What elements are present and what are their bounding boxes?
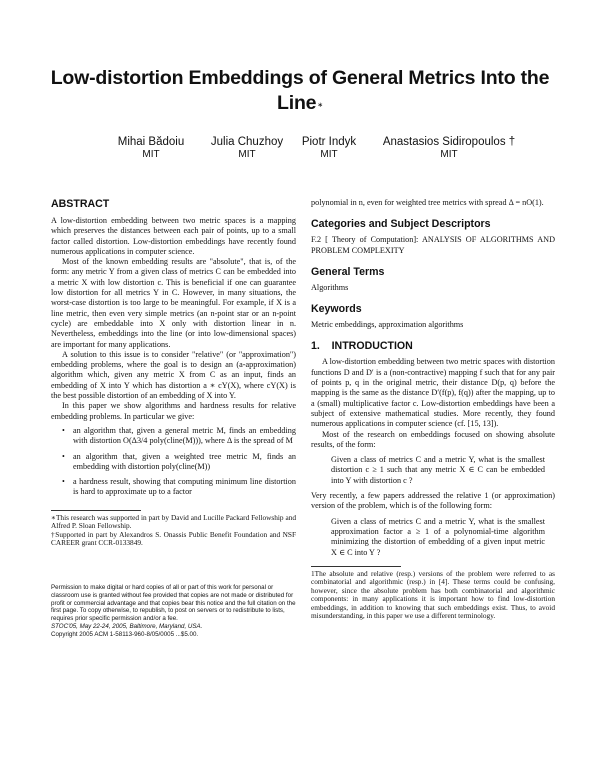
right-column (311, 198, 555, 621)
left-column (51, 198, 296, 639)
intro-paragraph: Very recently, a few papers addressed the relative 1 (or approximation) version of the problem, which is of the following form: (311, 491, 555, 511)
abstract-continuation: polynomial in n, even for weighted tree metrics with spread Δ = nO(1). (311, 198, 544, 207)
venue-text: STOC'05, May 22-24, 2005, Baltimore, Maryland, USA. (51, 623, 203, 631)
list-item (62, 425, 296, 447)
keywords-heading: Keywords (311, 303, 362, 316)
list-item-text: a hardness result, showing that computing minimum line distortion is hard to approximate up to a factor (73, 477, 296, 497)
intro-paragraph: A low-distortion embedding between two metric spaces with distortion functions D and D′ is a (non-contractive) mapping f such that for any pair of points p, q in the original metric, their distance D(p, q) before the mapping is the same as the distance D′(f(p), f(q)) after the mapping, up to a (small) multiplicative factor c. Low-distortion embeddings have been a subject of extensive mathematical studies. More recently, they found numerous applications in computer science (cf. [15, 13]). (311, 357, 555, 429)
footnote-rule (51, 510, 141, 511)
list-item (62, 451, 296, 473)
author-name: Anastasios Sidiropoulos † (382, 136, 516, 148)
footnote: ∗This research was supported in part by David and Lucille Packard Fellowship and Alfred P. Sloan Fellowship. (51, 512, 296, 531)
bullet-icon: • (62, 425, 65, 435)
title-footnote-mark: ∗ (317, 102, 323, 109)
author-name: Mihai Bădoiu (117, 136, 185, 148)
list-item (62, 477, 296, 498)
abstract-paragraph: A low-distortion embedding between two metric spaces is a mapping which preserves the distances between each pair of points, up to a small factor called distortion. Low-distortion embeddings have recently found numerous applications in computer science. (51, 216, 296, 256)
copyright-text: Copyright 2005 ACM 1-58113-960-8/05/0005 ...$5.00. (51, 631, 199, 639)
bullet-icon: • (62, 477, 65, 487)
general-terms-heading: General Terms (311, 265, 385, 278)
author-3 (274, 136, 384, 161)
author-affiliation: MIT (320, 149, 338, 160)
footnote: †Supported in part by Alexandros S. Onassis Public Benefit Foundation and NSF CAREER grant CCR-0133849. (51, 529, 296, 548)
author-affiliation: MIT (238, 149, 256, 160)
introduction-heading: 1. INTRODUCTION (311, 340, 413, 353)
intro-quote: Given a class of metrics C and a metric Y, what is the smallest distortion c ≥ 1 such that any metric X ∈ C can be embedded into Y with distortion c ? (331, 455, 545, 485)
title-text: Low-distortion Embeddings of General Metrics Into the Line (50, 67, 550, 114)
intro-quote: Given a class of metrics C and a metric Y, what is the smallest approximation factor a ≥ 1 of a polynomial-time algorithm minimizing the distortion of embedding of a given input metric X ∈ C into Y ? (331, 516, 545, 557)
abstract-heading: ABSTRACT (51, 198, 110, 210)
categories-heading: Categories and Subject Descriptors (311, 218, 491, 231)
general-terms-text: Algorithms (311, 282, 349, 292)
list-item-text: an algorithm that, given a general metric M, finds an embedding with distortion O(Δ3/4 poly(cline(M))), where Δ is the spread of M (73, 425, 296, 446)
paper-title (40, 66, 560, 116)
keywords-text: Metric embeddings, approximation algorithms (311, 320, 464, 330)
abstract-paragraph: In this paper we show algorithms and hardness results for relative embedding problems. In particular we give: (51, 401, 296, 421)
right-footnote (311, 566, 555, 621)
abstract-results-list (51, 426, 296, 498)
author-affiliation: MIT (440, 149, 458, 160)
author-4 (379, 136, 519, 161)
abstract-paragraph: Most of the known embedding results are "absolute", that is, of the form: any metric Y from a given class of metrics C can be embedded into a metric X with low distortion c. This is beneficial if one can guarantee low distortion for all metrics Y in C. However, in many situations, the worst-case distortion is too large to be meaningful. For example, if X is a line metric, then even very simple metrics (an n-point star or an n-point cycle) are embeddable into X only with distortion linear in n. Nevertheless, embeddings into the line (or into low-dimensional spaces) are important for many applications. (51, 257, 296, 349)
footnote: 1The absolute and relative (resp.) versions of the problem were referred to as combinatorial and algorithmic (resp.) in [4]. These terms could be confusing, however, since the absolute problem has both combinatorial and algorithmic components: in many applications it is important how to find low-distortion embeddings, in addition to knowing that such embeddings exist. Thus, to avoid misunderstanding, in this paper we use a different terminology. (311, 568, 555, 621)
permission-block (51, 584, 296, 639)
categories-text: F.2 [ Theory of Computation]: ANALYSIS OF ALGORITHMS AND PROBLEM COMPLEXITY (311, 235, 555, 255)
left-footnotes (51, 510, 296, 548)
abstract-paragraph: A solution to this issue is to consider "relative" (or "approximation") embedding problems, where the goal is to design an (a-approximation) algorithm which, given any metric X from C as an input, finds an embedding of X into Y which has distortion a ∗ cY(X), where cY(X) is the best possible distortion of an embedding of X into Y. (51, 349, 296, 401)
intro-paragraph: Most of the research on embeddings focused on showing absolute results, of the form: (311, 429, 555, 449)
author-name: Piotr Indyk (301, 136, 357, 148)
author-1 (96, 136, 206, 161)
footnote-rule (311, 566, 401, 567)
bullet-icon: • (62, 451, 65, 461)
permission-text: Permission to make digital or hard copies of all or part of this work for personal or classroom use is granted without fee provided that copies are not made or distributed for profit or commercial advantage and that copies bear this notice and the full citation on the first page. To copy otherwise, to republish, to post on servers or to redistribute to lists, requires prior specific permission and/or a fee. (51, 583, 296, 623)
author-name: Julia Chuzhoy (210, 136, 284, 148)
list-item-text: an algorithm that, given a weighted tree metric M, finds an embedding with distortion poly(cline(M)) (73, 451, 296, 471)
author-affiliation: MIT (142, 149, 160, 160)
